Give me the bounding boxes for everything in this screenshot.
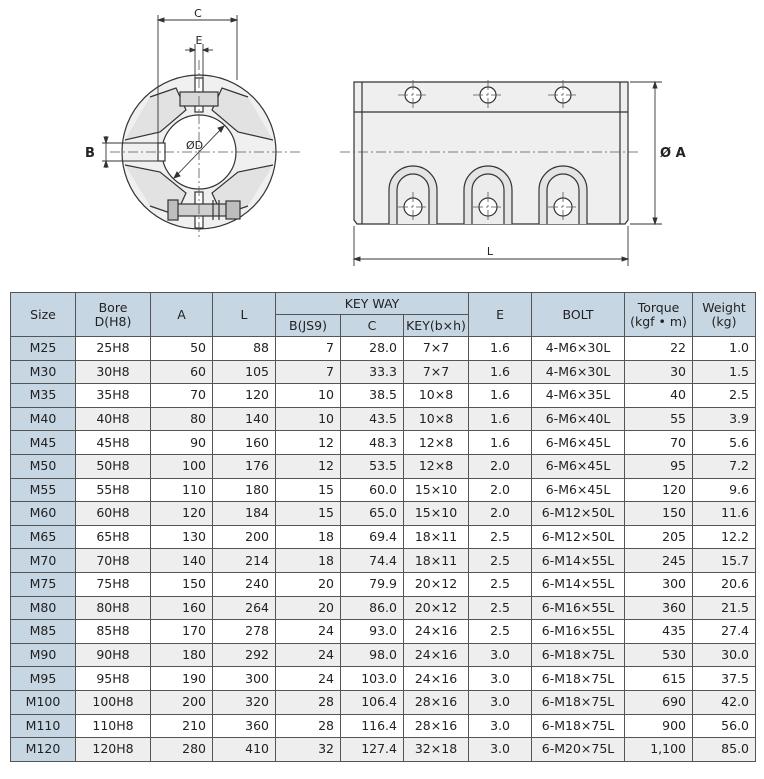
- cell-weight: 15.7: [693, 549, 756, 573]
- cell-l: 120: [213, 384, 276, 408]
- cell-a: 190: [151, 667, 213, 691]
- cell-e: 2.5: [469, 549, 532, 573]
- cell-a: 180: [151, 643, 213, 667]
- cell-keyway-key: 7×7: [404, 337, 469, 361]
- cell-keyway-b: 28: [276, 714, 341, 738]
- header-a: A: [151, 293, 213, 337]
- dim-e-label: E: [195, 34, 203, 47]
- cell-keyway-c: 60.0: [341, 478, 404, 502]
- cell-e: 2.0: [469, 502, 532, 526]
- cell-keyway-c: 53.5: [341, 454, 404, 478]
- cell-keyway-b: 15: [276, 502, 341, 526]
- cell-size: M100: [11, 690, 76, 714]
- cell-size: M25: [11, 337, 76, 361]
- cell-keyway-b: 12: [276, 454, 341, 478]
- header-torque-line1: Torque: [637, 299, 680, 315]
- table-row: [11, 620, 756, 644]
- cell-bolt: 6-M18×75L: [532, 667, 625, 691]
- cell-keyway-key: 20×12: [404, 596, 469, 620]
- cell-weight: 9.6: [693, 478, 756, 502]
- cell-l: 278: [213, 620, 276, 644]
- cell-bolt: 6-M18×75L: [532, 690, 625, 714]
- cell-a: 200: [151, 690, 213, 714]
- cell-e: 3.0: [469, 643, 532, 667]
- header-weight-line1: Weight: [702, 299, 746, 315]
- cell-keyway-c: 93.0: [341, 620, 404, 644]
- cell-keyway-key: 10×8: [404, 407, 469, 431]
- cell-weight: 2.5: [693, 384, 756, 408]
- cell-l: 214: [213, 549, 276, 573]
- cell-e: 3.0: [469, 690, 532, 714]
- table-row: [11, 738, 756, 762]
- cell-weight: 11.6: [693, 502, 756, 526]
- table-row: [11, 478, 756, 502]
- cell-l: 360: [213, 714, 276, 738]
- cell-bore: 30H8: [76, 360, 151, 384]
- cell-weight: 27.4: [693, 620, 756, 644]
- spec-table-body: [11, 337, 756, 762]
- cell-weight: 21.5: [693, 596, 756, 620]
- cell-size: M120: [11, 738, 76, 762]
- cell-keyway-b: 10: [276, 384, 341, 408]
- side-view: [354, 82, 628, 224]
- cell-e: 2.5: [469, 596, 532, 620]
- coupling-drawing: [0, 0, 764, 280]
- cell-keyway-key: 28×16: [404, 690, 469, 714]
- cell-a: 110: [151, 478, 213, 502]
- cell-bolt: 6-M14×55L: [532, 549, 625, 573]
- table-row: [11, 714, 756, 738]
- cell-keyway-key: 32×18: [404, 738, 469, 762]
- cell-e: 2.5: [469, 572, 532, 596]
- cell-keyway-b: 18: [276, 549, 341, 573]
- cell-bolt: 6-M12×50L: [532, 502, 625, 526]
- cell-a: 140: [151, 549, 213, 573]
- cell-size: M80: [11, 596, 76, 620]
- cell-a: 50: [151, 337, 213, 361]
- cell-torque: 1,100: [625, 738, 693, 762]
- cell-bore: 75H8: [76, 572, 151, 596]
- header-keyway-key: KEY(b×h): [404, 315, 469, 337]
- cell-torque: 300: [625, 572, 693, 596]
- bore-diameter-label: ØD: [186, 139, 204, 152]
- cell-e: 1.6: [469, 337, 532, 361]
- cell-e: 2.0: [469, 478, 532, 502]
- cell-keyway-key: 15×10: [404, 502, 469, 526]
- cell-keyway-c: 38.5: [341, 384, 404, 408]
- cell-size: M75: [11, 572, 76, 596]
- cell-bolt: 6-M6×45L: [532, 478, 625, 502]
- cell-torque: 530: [625, 643, 693, 667]
- cell-a: 280: [151, 738, 213, 762]
- cell-torque: 615: [625, 667, 693, 691]
- cell-bolt: 4-M6×35L: [532, 384, 625, 408]
- table-row: [11, 572, 756, 596]
- cell-bore: 25H8: [76, 337, 151, 361]
- cell-keyway-c: 28.0: [341, 337, 404, 361]
- cell-a: 90: [151, 431, 213, 455]
- cell-l: 200: [213, 525, 276, 549]
- cell-torque: 360: [625, 596, 693, 620]
- cell-keyway-b: 12: [276, 431, 341, 455]
- cell-keyway-c: 116.4: [341, 714, 404, 738]
- cell-bolt: 6-M12×50L: [532, 525, 625, 549]
- cell-e: 3.0: [469, 738, 532, 762]
- cell-bore: 90H8: [76, 643, 151, 667]
- cell-bolt: 6-M18×75L: [532, 714, 625, 738]
- cell-keyway-c: 86.0: [341, 596, 404, 620]
- cell-l: 410: [213, 738, 276, 762]
- cell-l: 184: [213, 502, 276, 526]
- cell-keyway-key: 18×11: [404, 549, 469, 573]
- cell-l: 140: [213, 407, 276, 431]
- table-row: [11, 502, 756, 526]
- cell-keyway-key: 24×16: [404, 643, 469, 667]
- table-row: [11, 407, 756, 431]
- cell-bore: 40H8: [76, 407, 151, 431]
- cell-size: M70: [11, 549, 76, 573]
- cell-keyway-b: 10: [276, 407, 341, 431]
- cell-keyway-c: 65.0: [341, 502, 404, 526]
- header-bore-line1: Bore: [98, 299, 128, 315]
- cell-bolt: 6-M16×55L: [532, 620, 625, 644]
- header-keyway-b: B(JS9): [276, 315, 341, 337]
- header-keyway-c: C: [341, 315, 404, 337]
- cell-bore: 55H8: [76, 478, 151, 502]
- cell-weight: 7.2: [693, 454, 756, 478]
- cell-bore: 80H8: [76, 596, 151, 620]
- cell-torque: 150: [625, 502, 693, 526]
- cell-bolt: 4-M6×30L: [532, 360, 625, 384]
- cell-bolt: 6-M6×45L: [532, 431, 625, 455]
- cell-keyway-key: 7×7: [404, 360, 469, 384]
- cell-a: 100: [151, 454, 213, 478]
- cell-e: 1.6: [469, 360, 532, 384]
- cell-size: M110: [11, 714, 76, 738]
- cell-size: M35: [11, 384, 76, 408]
- cell-a: 70: [151, 384, 213, 408]
- table-row: [11, 360, 756, 384]
- cell-bolt: 6-M18×75L: [532, 643, 625, 667]
- cell-torque: 900: [625, 714, 693, 738]
- cell-weight: 85.0: [693, 738, 756, 762]
- cell-weight: 30.0: [693, 643, 756, 667]
- cell-torque: 120: [625, 478, 693, 502]
- table-row: [11, 454, 756, 478]
- cell-weight: 1.0: [693, 337, 756, 361]
- table-row: [11, 384, 756, 408]
- cell-size: M85: [11, 620, 76, 644]
- cell-weight: 3.9: [693, 407, 756, 431]
- spec-table: [10, 292, 756, 762]
- cell-e: 1.6: [469, 431, 532, 455]
- header-bolt: BOLT: [532, 293, 625, 337]
- cell-bore: 95H8: [76, 667, 151, 691]
- cell-e: 3.0: [469, 714, 532, 738]
- table-row: [11, 549, 756, 573]
- cell-keyway-c: 33.3: [341, 360, 404, 384]
- cell-keyway-b: 32: [276, 738, 341, 762]
- cell-e: 3.0: [469, 667, 532, 691]
- cell-keyway-key: 15×10: [404, 478, 469, 502]
- header-torque-line2: (kgf • m): [630, 313, 687, 329]
- dim-a-label: Ø A: [660, 146, 686, 161]
- cell-size: M50: [11, 454, 76, 478]
- cell-bore: 100H8: [76, 690, 151, 714]
- cell-keyway-key: 28×16: [404, 714, 469, 738]
- cell-torque: 205: [625, 525, 693, 549]
- table-row: [11, 667, 756, 691]
- cell-a: 210: [151, 714, 213, 738]
- dim-a: [630, 82, 662, 224]
- cell-keyway-b: 7: [276, 337, 341, 361]
- cell-keyway-b: 24: [276, 620, 341, 644]
- cell-weight: 12.2: [693, 525, 756, 549]
- cell-torque: 55: [625, 407, 693, 431]
- table-row: [11, 525, 756, 549]
- cell-a: 80: [151, 407, 213, 431]
- cell-bolt: 6-M20×75L: [532, 738, 625, 762]
- cell-keyway-key: 12×8: [404, 454, 469, 478]
- cell-keyway-b: 20: [276, 596, 341, 620]
- cell-l: 300: [213, 667, 276, 691]
- header-l: L: [213, 293, 276, 337]
- cell-l: 292: [213, 643, 276, 667]
- cell-torque: 245: [625, 549, 693, 573]
- cell-size: M55: [11, 478, 76, 502]
- cell-keyway-b: 15: [276, 478, 341, 502]
- cell-size: M30: [11, 360, 76, 384]
- cell-keyway-key: 24×16: [404, 667, 469, 691]
- cell-keyway-key: 12×8: [404, 431, 469, 455]
- cell-keyway-b: 7: [276, 360, 341, 384]
- cell-bore: 65H8: [76, 525, 151, 549]
- cell-l: 264: [213, 596, 276, 620]
- cell-l: 320: [213, 690, 276, 714]
- cell-keyway-key: 20×12: [404, 572, 469, 596]
- cell-l: 180: [213, 478, 276, 502]
- dim-c-label: C: [194, 7, 202, 20]
- cell-keyway-b: 28: [276, 690, 341, 714]
- cell-torque: 30: [625, 360, 693, 384]
- header-keyway: KEY WAY: [276, 293, 469, 315]
- cell-keyway-key: 10×8: [404, 384, 469, 408]
- cell-size: M90: [11, 643, 76, 667]
- cell-e: 2.5: [469, 525, 532, 549]
- cell-torque: 22: [625, 337, 693, 361]
- cell-bore: 45H8: [76, 431, 151, 455]
- cell-keyway-b: 24: [276, 643, 341, 667]
- header-weight-line2: (kg): [711, 313, 737, 329]
- cell-weight: 20.6: [693, 572, 756, 596]
- cell-a: 60: [151, 360, 213, 384]
- cell-keyway-c: 106.4: [341, 690, 404, 714]
- cell-keyway-key: 18×11: [404, 525, 469, 549]
- cell-size: M65: [11, 525, 76, 549]
- cell-bolt: 4-M6×30L: [532, 337, 625, 361]
- cell-keyway-c: 74.4: [341, 549, 404, 573]
- cell-keyway-c: 98.0: [341, 643, 404, 667]
- cell-weight: 42.0: [693, 690, 756, 714]
- cell-keyway-key: 24×16: [404, 620, 469, 644]
- cell-keyway-b: 18: [276, 525, 341, 549]
- cell-bore: 85H8: [76, 620, 151, 644]
- header-weight: [693, 293, 756, 337]
- table-row: [11, 643, 756, 667]
- cell-l: 176: [213, 454, 276, 478]
- cell-e: 1.6: [469, 407, 532, 431]
- cell-a: 170: [151, 620, 213, 644]
- cell-keyway-c: 103.0: [341, 667, 404, 691]
- cell-bolt: 6-M16×55L: [532, 596, 625, 620]
- cell-a: 160: [151, 596, 213, 620]
- cell-weight: 5.6: [693, 431, 756, 455]
- cell-e: 2.0: [469, 454, 532, 478]
- cell-e: 2.5: [469, 620, 532, 644]
- cell-weight: 56.0: [693, 714, 756, 738]
- header-bore: [76, 293, 151, 337]
- cell-a: 130: [151, 525, 213, 549]
- cell-bore: 120H8: [76, 738, 151, 762]
- cell-bore: 110H8: [76, 714, 151, 738]
- cell-torque: 690: [625, 690, 693, 714]
- cell-size: M40: [11, 407, 76, 431]
- cell-keyway-c: 127.4: [341, 738, 404, 762]
- cell-size: M95: [11, 667, 76, 691]
- cell-bore: 60H8: [76, 502, 151, 526]
- cell-bolt: 6-M6×45L: [532, 454, 625, 478]
- header-torque: [625, 293, 693, 337]
- cell-bore: 50H8: [76, 454, 151, 478]
- cell-e: 1.6: [469, 384, 532, 408]
- cell-keyway-c: 79.9: [341, 572, 404, 596]
- cell-torque: 40: [625, 384, 693, 408]
- cell-torque: 70: [625, 431, 693, 455]
- table-row: [11, 690, 756, 714]
- header-bore-line2: D(H8): [94, 313, 132, 329]
- table-row: [11, 596, 756, 620]
- table-row: [11, 431, 756, 455]
- cell-torque: 435: [625, 620, 693, 644]
- cell-l: 88: [213, 337, 276, 361]
- cell-l: 105: [213, 360, 276, 384]
- cell-keyway-b: 24: [276, 667, 341, 691]
- cell-bolt: 6-M14×55L: [532, 572, 625, 596]
- cell-a: 120: [151, 502, 213, 526]
- cell-size: M45: [11, 431, 76, 455]
- cell-keyway-c: 43.5: [341, 407, 404, 431]
- cell-keyway-c: 69.4: [341, 525, 404, 549]
- cell-weight: 1.5: [693, 360, 756, 384]
- cell-bore: 35H8: [76, 384, 151, 408]
- cell-bolt: 6-M6×40L: [532, 407, 625, 431]
- dim-b-label: B: [85, 146, 95, 161]
- header-e: E: [469, 293, 532, 337]
- cell-l: 160: [213, 431, 276, 455]
- dim-l-label: L: [486, 245, 494, 258]
- cell-size: M60: [11, 502, 76, 526]
- cell-keyway-c: 48.3: [341, 431, 404, 455]
- header-size: Size: [11, 293, 76, 337]
- cell-torque: 95: [625, 454, 693, 478]
- cell-weight: 37.5: [693, 667, 756, 691]
- cell-a: 150: [151, 572, 213, 596]
- table-row: [11, 337, 756, 361]
- cell-l: 240: [213, 572, 276, 596]
- cell-keyway-b: 20: [276, 572, 341, 596]
- cell-bore: 70H8: [76, 549, 151, 573]
